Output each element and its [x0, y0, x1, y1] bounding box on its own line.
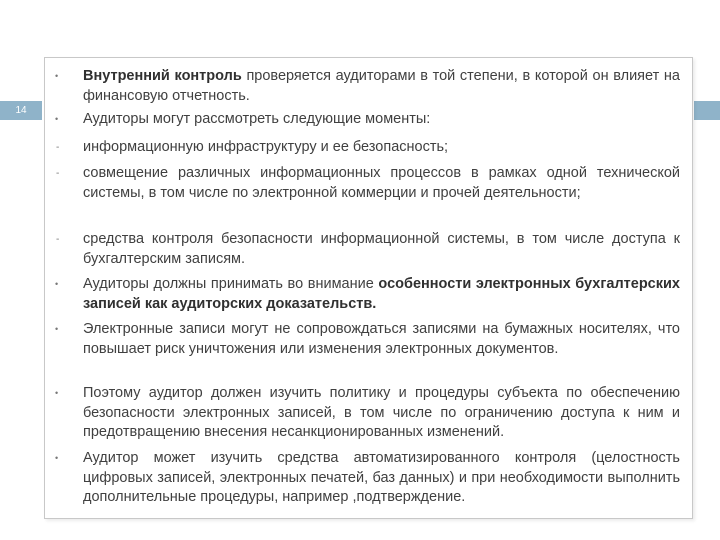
list-item-text: Аудиторы могут рассмотреть следующие моменты:	[83, 111, 431, 127]
list-item-text: средства контроля безопасности информационной системы, в том числе доступа к бухгалтерским записям.	[83, 231, 680, 267]
list-item-text: Внутренний контроль проверяется аудиторами в той степени, в которой он влияет на финансовую отчетность.	[83, 68, 680, 104]
list-item-text: Электронные записи могут не сопровождаться записями на бумажных носителях, что повышает риск уничтожения или изменения электронных документов.	[83, 321, 680, 357]
right-accent-bar	[694, 101, 720, 120]
dash-icon: -	[56, 168, 60, 179]
bullet-icon: •	[55, 453, 59, 463]
content-box	[44, 57, 693, 519]
list-item-text: Аудиторы должны принимать во внимание особенности электронных бухгалтерских записей как аудиторских доказательств.	[83, 276, 680, 312]
list-item-text: информационную инфраструктуру и ее безопасность;	[83, 139, 449, 155]
slide-number: 14	[15, 105, 27, 116]
list-item-text: совмещение различных информационных процессов в рамках одной технической системы, в том числе по электронной коммерции и прочей деятельности;	[83, 165, 680, 201]
bold-tail: особенности электронных бухгалтерских записей как аудиторских доказательств.	[83, 276, 680, 312]
bullet-icon: •	[55, 388, 59, 398]
dash-icon: -	[56, 142, 60, 153]
bold-lead: Внутренний контроль	[83, 68, 242, 84]
dash-icon: -	[56, 234, 60, 245]
bullet-icon: •	[55, 324, 59, 334]
bullet-icon: •	[55, 114, 59, 124]
bullet-icon: •	[55, 71, 59, 81]
bullet-icon: •	[55, 279, 59, 289]
list-item-text: Аудитор может изучить средства автоматизированного контроля (целостность цифровых записей, электронных печатей, баз данных) и при необходимости выполнить дополнительные процедуры, например ,подтверждение.	[83, 450, 680, 505]
list-item-text: Поэтому аудитор должен изучить политику и процедуры субъекта по обеспечению безопасности электронных записей, в том числе по ограничению доступа к ним и предотвращению внесения несанкционированных изменений.	[83, 385, 680, 440]
